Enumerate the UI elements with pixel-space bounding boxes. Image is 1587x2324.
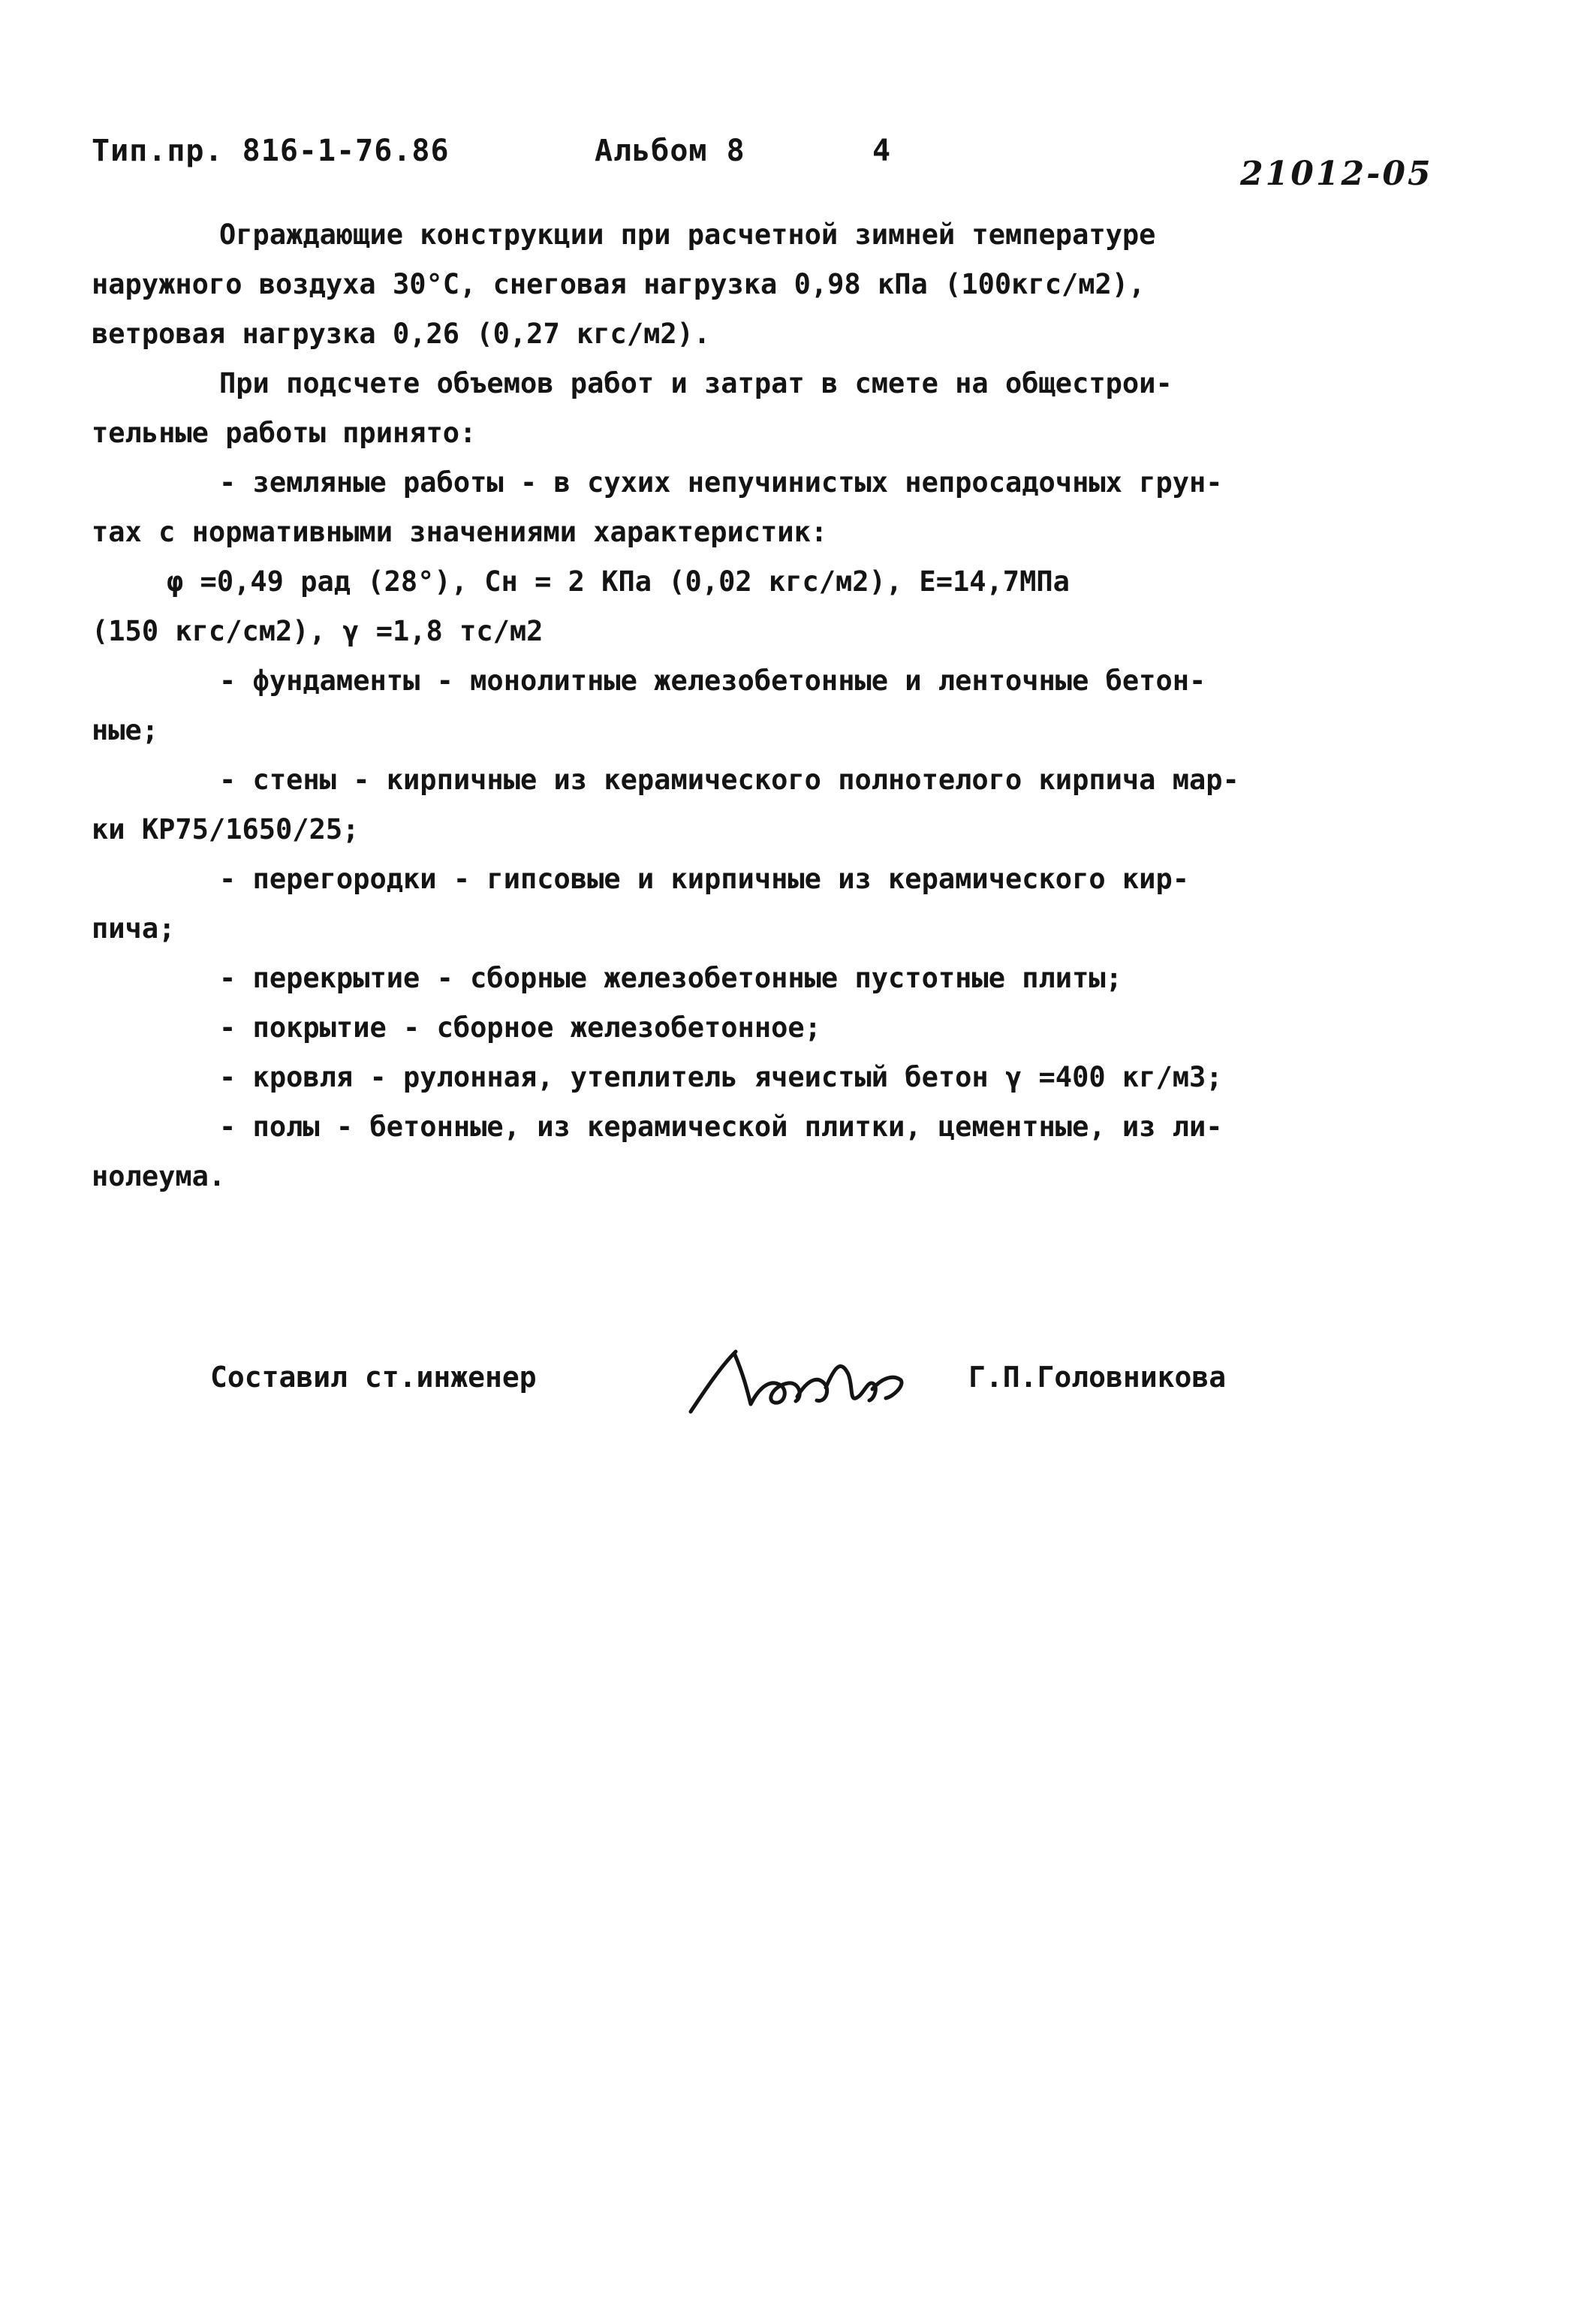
- text-line: - покрытие - сборное железобетонное;: [219, 1011, 821, 1044]
- text-line: (150 кгс/см2), γ =1,8 тс/м2: [92, 615, 544, 647]
- page-number: 4: [872, 134, 892, 168]
- text-line: тах с нормативными значениями характеристик:: [92, 516, 828, 548]
- text-line: - кровля - рулонная, утеплитель ячеистый бетон γ =400 кг/м3;: [219, 1061, 1223, 1093]
- text-line: ветровая нагрузка 0,26 (0,27 кгс/м2).: [92, 318, 711, 350]
- body-text: [92, 210, 1488, 1201]
- text-line: ки КР75/1650/25;: [92, 813, 360, 846]
- text-line: φ =0,49 рад (28°), Cн = 2 КПа (0,02 кгс/м2), E=14,7МПа: [167, 565, 1070, 598]
- document-reference: Тип.пр. 816-1-76.86: [92, 134, 450, 168]
- album-label: Альбом 8: [595, 134, 745, 168]
- text-line: - полы - бетонные, из керамической плитки, цементные, из ли-: [219, 1111, 1223, 1143]
- text-line: - земляные работы - в сухих непучинистых непросадочных грун-: [219, 466, 1223, 499]
- signatory-name: Г.П.Головникова: [968, 1361, 1227, 1394]
- text-line: - перегородки - гипсовые и кирпичные из керамического кир-: [219, 863, 1190, 895]
- text-line: тельные работы принято:: [92, 417, 477, 449]
- handwritten-signature: [676, 1344, 916, 1419]
- page-header: [92, 126, 1488, 194]
- text-line: При подсчете объемов работ и затрат в смете на общестрои-: [219, 367, 1173, 399]
- text-line: - фундаменты - монолитные железобетонные и ленточные бетон-: [219, 665, 1206, 697]
- text-line: ные;: [92, 714, 159, 746]
- signature-label: Составил ст.инженер: [210, 1361, 537, 1394]
- text-line: пича;: [92, 912, 176, 945]
- text-line: - стены - кирпичные из керамического полнотелого кирпича мар-: [219, 764, 1239, 796]
- text-line: наружного воздуха 30°С, снеговая нагрузка 0,98 кПа (100кгс/м2),: [92, 268, 1146, 300]
- signature-row: [210, 1344, 1411, 1419]
- text-line: - перекрытие - сборные железобетонные пустотные плиты;: [219, 962, 1122, 994]
- text-line: нолеума.: [92, 1160, 226, 1192]
- document-code: 21012-05: [1240, 155, 1433, 193]
- text-line: Ограждающие конструкции при расчетной зимней температуре: [219, 219, 1156, 251]
